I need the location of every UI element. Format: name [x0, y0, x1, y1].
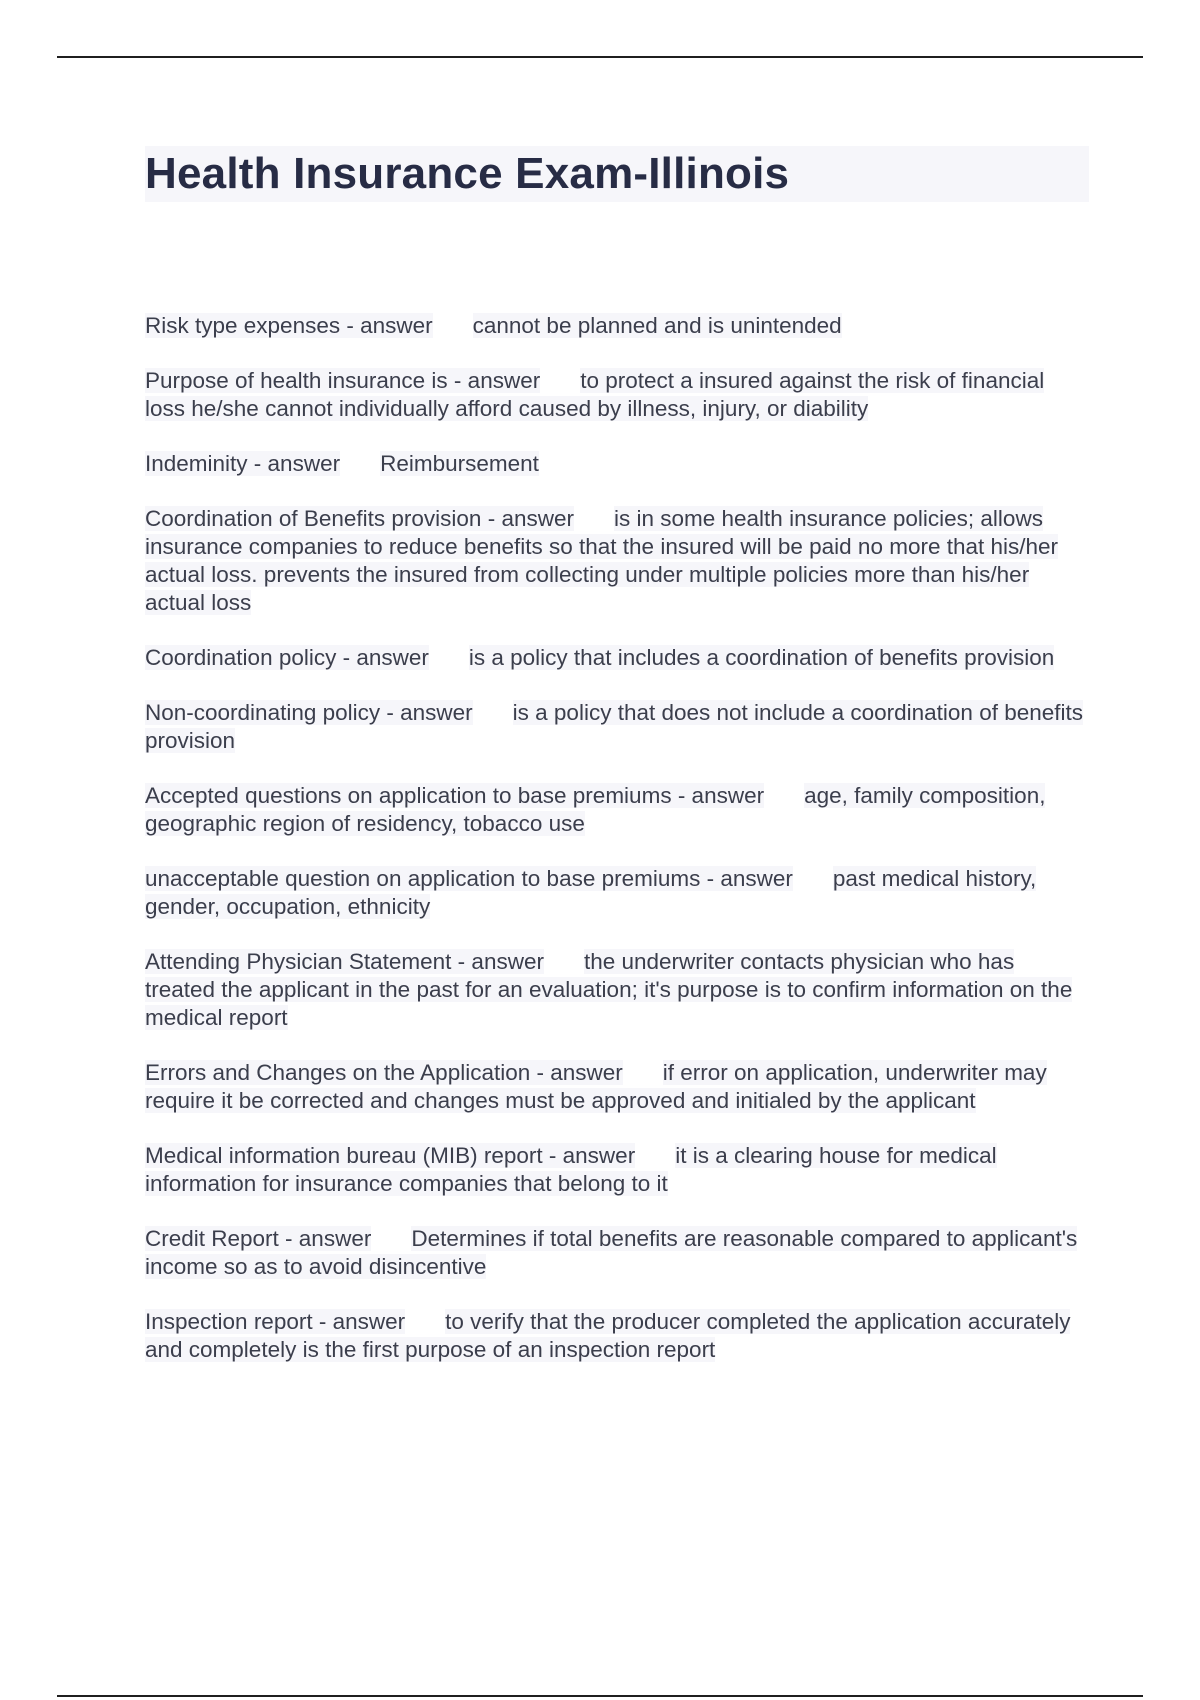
- qa-item: [145, 367, 1089, 423]
- question-text: Non-coordinating policy - answer: [145, 700, 473, 725]
- question-text: Errors and Changes on the Application - answer: [145, 1060, 623, 1085]
- question-text: Inspection report - answer: [145, 1309, 406, 1334]
- answer-text: age, family composition, geographic region of residency, tobacco use: [145, 783, 1046, 836]
- question-text: Purpose of health insurance is - answer: [145, 368, 541, 393]
- qa-item: [145, 450, 1089, 478]
- answer-text: Reimbursement: [380, 451, 539, 476]
- answer-text: is a policy that does not include a coordination of benefits provision: [145, 700, 1084, 753]
- qa-item: [145, 1059, 1089, 1115]
- document-body: [145, 146, 1089, 1391]
- answer-text: to verify that the producer completed the application accurately and completely is the first purpose of an inspection report: [145, 1309, 1071, 1362]
- question-text: Credit Report - answer: [145, 1226, 372, 1251]
- answer-text: the underwriter contacts physician who has treated the applicant in the past for an evaluation; it's purpose is to confirm information on the medical report: [145, 949, 1073, 1030]
- qa-item: [145, 1308, 1089, 1364]
- answer-text: Determines if total benefits are reasonable compared to applicant's income so as to avoid disincentive: [145, 1226, 1078, 1279]
- top-rule: [57, 56, 1143, 58]
- question-text: Coordination of Benefits provision - answer: [145, 506, 574, 531]
- question-text: Risk type expenses - answer: [145, 313, 433, 338]
- qa-item: [145, 1225, 1089, 1281]
- question-text: Attending Physician Statement - answer: [145, 949, 544, 974]
- qa-item: [145, 699, 1089, 755]
- qa-item: [145, 644, 1089, 672]
- answer-text: to protect a insured against the risk of financial loss he/she cannot individually afford caused by illness, injury, or diability: [145, 368, 1045, 421]
- qa-item: [145, 312, 1089, 340]
- qa-item: [145, 948, 1089, 1032]
- answer-text: if error on application, underwriter may require it be corrected and changes must be approved and initialed by the applicant: [145, 1060, 1047, 1113]
- question-text: Accepted questions on application to base premiums - answer: [145, 783, 765, 808]
- title-band: [145, 146, 1089, 202]
- page-title: Health Insurance Exam-Illinois: [145, 149, 790, 198]
- qa-list: [145, 312, 1089, 1364]
- answer-text: past medical history, gender, occupation, ethnicity: [145, 866, 1037, 919]
- bottom-rule: [57, 1695, 1143, 1697]
- question-text: Indeminity - answer: [145, 451, 341, 476]
- question-text: unacceptable question on application to base premiums - answer: [145, 866, 793, 891]
- answer-text: is in some health insurance policies; allows insurance companies to reduce benefits so that the insured will be paid no more that his/her actual loss. prevents the insured from collecting under multiple policies more than his/her actual loss: [145, 506, 1059, 615]
- qa-item: [145, 782, 1089, 838]
- qa-item: [145, 1142, 1089, 1198]
- qa-item: [145, 865, 1089, 921]
- answer-text: it is a clearing house for medical information for insurance companies that belong to it: [145, 1143, 997, 1196]
- answer-text: is a policy that includes a coordination of benefits provision: [468, 645, 1055, 670]
- qa-item: [145, 505, 1089, 617]
- question-text: Medical information bureau (MIB) report - answer: [145, 1143, 636, 1168]
- answer-text: cannot be planned and is unintended: [472, 313, 842, 338]
- question-text: Coordination policy - answer: [145, 645, 429, 670]
